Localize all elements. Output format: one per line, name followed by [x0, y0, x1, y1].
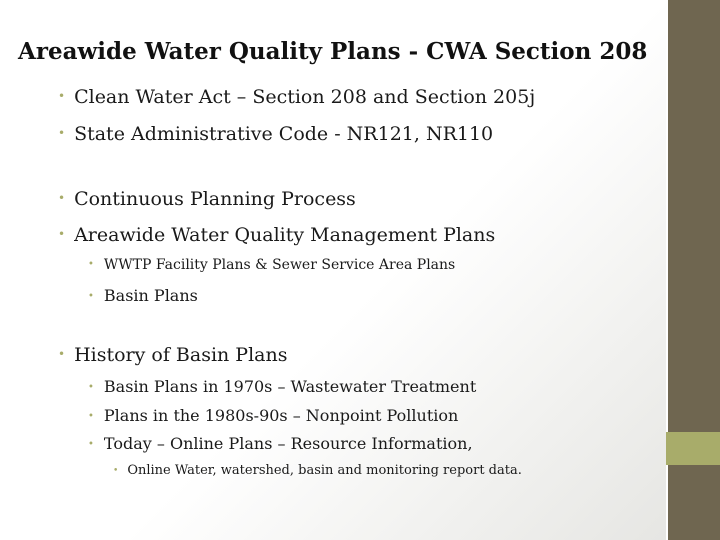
subbullet-item-1970s — [88, 377, 476, 396]
bullet-icon: • — [88, 439, 94, 450]
bullet-icon: • — [88, 259, 94, 270]
bullet-item-clean-water-act — [58, 86, 535, 108]
subbullet-item-wwtp — [88, 257, 455, 273]
bullet-icon: • — [88, 411, 94, 422]
bullet-icon: • — [88, 291, 94, 302]
bullet-icon: • — [58, 126, 66, 140]
bullet-icon: • — [58, 227, 66, 241]
bullet-icon: • — [58, 191, 66, 205]
sidebar-accent-block — [666, 432, 720, 465]
subbullet-item-1980s — [88, 406, 458, 425]
subbullet-item-basin-plans — [88, 286, 198, 305]
bullet-text: Basin Plans — [103, 286, 198, 305]
bullet-icon: • — [58, 89, 66, 103]
bullet-text: Areawide Water Quality Management Plans — [74, 224, 496, 246]
bullet-text: Basin Plans in 1970s – Wastewater Treatment — [103, 377, 477, 396]
bullet-icon: • — [88, 382, 94, 393]
bullet-text: Continuous Planning Process — [74, 188, 356, 210]
bullet-item-history — [58, 344, 288, 366]
subbullet-item-today — [88, 434, 473, 453]
bullet-text: History of Basin Plans — [74, 344, 288, 366]
bullet-text: WWTP Facility Plans & Sewer Service Area Plans — [103, 257, 456, 273]
bullet-text: Online Water, watershed, basin and monitoring report data. — [127, 463, 522, 478]
bullet-icon: • — [113, 466, 119, 476]
bullet-item-state-code — [58, 123, 493, 145]
bullet-item-areawide-plans — [58, 224, 495, 246]
slide-title: Areawide Water Quality Plans - CWA Section 208 — [18, 38, 648, 65]
subsubbullet-item-online — [113, 463, 522, 478]
bullet-text: Plans in the 1980s-90s – Nonpoint Pollution — [103, 406, 459, 425]
bullet-text: Clean Water Act – Section 208 and Section 205j — [74, 86, 536, 108]
bullet-text: State Administrative Code - NR121, NR110 — [74, 123, 494, 145]
bullet-text: Today – Online Plans – Resource Information, — [103, 434, 473, 453]
bullet-item-continuous-planning — [58, 188, 356, 210]
bullet-icon: • — [58, 347, 66, 361]
